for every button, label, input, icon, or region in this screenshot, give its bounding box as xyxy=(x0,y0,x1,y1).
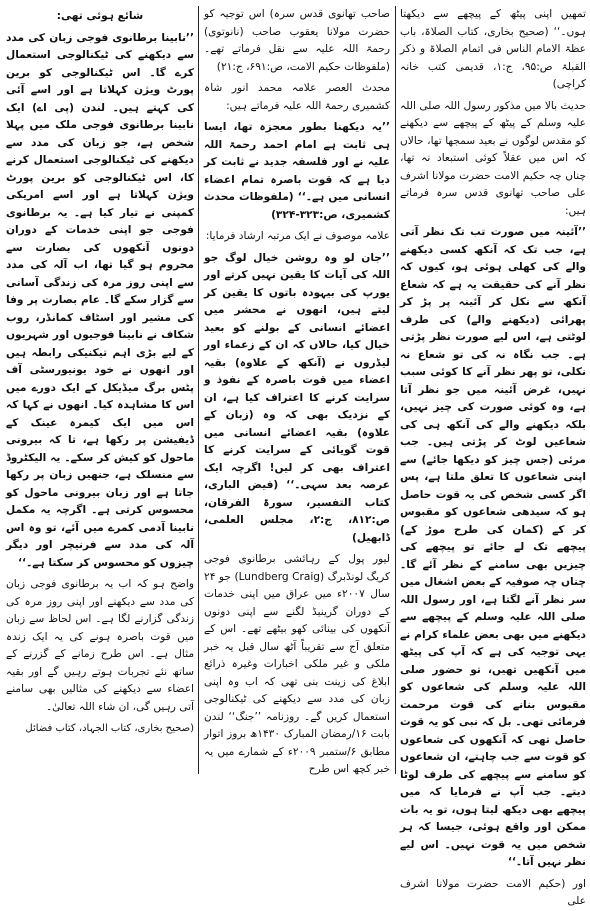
quotation: ’’جان لو وہ روشن خیال لوگ جو اللہ کی آیات کا یقین نہیں کرتے اور یورپ کی بیہودہ باتوں کا یقین کر لیتے ہیں، انھوں نے محشر میں اعضائے انسانی کے بولنے کو بعید خیال کیا، حالاں کہ ان کے زعماء اور لیڈروں نے (آنکھ کے علاوہ) بقیہ اعضاء میں قوت باصرہ کے نفوذ و سرایت کرنے کا اعتراف کیا ہے، ان کے نزدیک بھی کہ وہ (زبان کے علاوہ) بقیہ اعضائے انسانی میں قوت گویائی کے سرایت کرنے کا اعتراف بھی کر لیں! اگرچہ ایک عرصہ بعد سہی۔‘‘ (فیض الباری، کتاب التفسیر، سورۃ الفرقان، ص:۸۱۲، ج:۲، مجلس العلمی، ڈابھیل) xyxy=(204,251,390,544)
reference: (صحیح بخاری، کتاب الجہاد، کتاب فضائل xyxy=(25,723,194,734)
paragraph: واضح ہو کہ اب یہ برطانوی فوجی زبان کی مدد سے دیکھنے اور اپنی روز مرہ کی زندگی گزارنے لگا ہے۔ اس لحاظ سے زبان میں قوت باصرہ ہونے کی یہ ایک زندہ مثال ہے۔ اس طرح زمانے کے گزرنے کے ساتھ نئے تجربات ہوتے رہیں گے اور بقیہ اعضاء سے دیکھنے کی مثالیں بھی سامنے آتی رہیں گی، ان شاء اللہ تعالیٰ۔ xyxy=(6,578,194,713)
paragraph: حدیث بالا میں مذکور رسول اللہ صلی اللہ علیہ وسلم کے پیٹھ کے پیچھے سے دیکھنے کو مقدس لوگوں نے بعید سمجھا تھا، حالاں کہ اس میں عقلاً کوئی استبعاد نہ تھا، چناں چہ حکیم الامت حضرت مولانا اشرف علی صاحب تھانوی قدس سرہ فرماتے ہیں: xyxy=(400,99,586,217)
paragraph: محدث العصر علامہ محمد انور شاہ کشمیری رحمۃ اللہ علیہ فرماتے ہیں: xyxy=(204,82,390,112)
column-divider xyxy=(198,6,199,774)
paragraph: لیور پول کے رہائشی برطانوی فوجی کریگ لونڈبرگ (Lundberg Craig) جو ۲۴ سال ۲۰۰۷ء میں عراق میں اپنی خدمات کے دوران گرینیڈ لگنے سے اپنی دونوں آنکھوں کی بینائی کھو بیٹھے تھے۔ اس کے متعلق آج سے تقریباً آٹھ سال قبل یہ خبر ملکی و غیر ملکی اخبارات وغیرہ ذرائع ابلاغ کی زینت بنی تھی کہ اب وہ اپنی زبان کی مدد سے دیکھنے کی ٹیکنالوجی استعمال کریں گے۔ روزنامہ ’’جنگ‘‘ لندن بابت ۱۶/رمضان المبارک ۱۴۳۰ھ بروز اتوار مطابق ۶/ستمبر ۲۰۰۹ء کے شمارے میں یہ خبر کچھ اس طرح xyxy=(204,553,391,775)
left-column xyxy=(6,6,194,774)
paragraph: اور (حکیم الامت حضرت مولانا اشرف علی xyxy=(400,877,586,907)
section-heading: شائع ہوئی تھی: xyxy=(56,10,144,22)
quotation: ’’نابینا برطانوی فوجی زبان کی مدد سے دیکھنے کی ٹیکنالوجی استعمال کرے گا۔ اس ٹیکنالوجی کو برین پورٹ ویژن کہلاتا ہے اور اسے آئی کی کہتے ہیں۔ لندن (پی اے) ایک نابینا برطانوی فوجی ملک میں پہلا شخص ہے، جو زبان کی مدد سے دیکھنے کی ٹیکنالوجی استعمال کرنے کا، اس ٹیکنالوجی کو برین پورٹ ویژن کہلاتا ہے اور اسے امریکی کمپنی نے تیار کیا ہے۔ یہ برطانوی فوجی جو اپنی خدمات کے دوران دونوں آنکھوں کی بصارت سے محروم ہو گیا تھا، اب آلہ کی مدد سے اپنی روز مرہ کی زندگی آسانی سے گزار سکے گا۔ عام بصارت پر وفا کی مشیر اور اسٹاف کمانڈر، روب شکاف نے نابینا فوجیوں اور شہریوں کے لیے بڑی اہم تیکنیکی رابطہ ہیں اور انھوں نے خود یونیورسٹی آف پٹس برگ میڈیکل کے ایک دورے میں اس کا مشاہدہ کیا۔ انھوں نے کہا کہ اس میں ایک کیمرہ عینک کے ڈیفیشن پر رکھا ہے، تا کہ بیرونی ماحول کو کیش کر سکے۔ یہ الیکٹروڈ سے منسلک ہے، جنھیں زبان پر رکھا جاتا ہے اور زبان بیرونی ماحول کو محسوس کرتی ہے۔ اگرچہ یہ مکمل نابینا آدمی کمرے میں آئے، تو وہ اس آلہ کی مدد سے فرنیچر اور دیگر چیزوں کو محسوس کر سکتا ہے۔‘‘ xyxy=(6,31,194,569)
column-divider xyxy=(395,6,396,774)
quotation: ’’یہ دیکھنا بطور معجزہ تھا، ایسا ہی ثابت ہے امام احمد رحمۃ اللہ علیہ نے اور فلسفہ جدید نے ثابت کر دیا ہے کہ قوت باصرہ تمام اعضاء انسانی میں ہے۔‘‘ (ملفوظات محدث کشمیری، ص:۳۲۳-۳۲۴) xyxy=(204,121,390,221)
right-column xyxy=(400,6,586,907)
middle-column xyxy=(204,6,390,774)
paragraph: علامہ موصوف نے ایک مرتبہ ارشاد فرمایا: xyxy=(205,230,390,242)
paragraph: صاحب تھانوی قدس سرہ) اس توجیہ کو حضرت مولانا یعقوب صاحب (نانوتوی) رحمۃ اللہ علیہ سے نقل فرماتے تھے۔ (ملفوظات حکیم الامت، ص:۶۹۱، ج:۲۱) xyxy=(204,8,390,73)
paragraph: تمھیں اپنی پیٹھ کے پیچھے سے دیکھتا ہوں۔‘‘ (صحیح بخاری، کتاب الصلاۃ، باب عظۃ الامام الناس فی اتمام الصلاۃ و ذکر القبلۃ ص:۹۵، ج:۱، قدیمی کتب خانہ کراچی) xyxy=(400,8,586,90)
quotation: ’’آئینہ میں صورت تب تک نظر آتی ہے، جب تک کہ آنکھ کسی دیکھنے والے کی کھلی ہوئی ہو، کیوں کہ نظر آنے کی حقیقت یہ ہے کہ شعاع آنکھ سے نکل کر آئینہ پر پڑ کر پھرائی (دیکھنے والے) کی طرف لوٹتی ہے، اس لیے صورت نظر پڑتی ہے۔ جب نگاہ نہ کی تو شعاع نہ نکلی، تو پھر نظر آنے کا کوئی سبب نہیں، غرض آئینہ میں جو نظر آتا ہے، وہ کوئی صورت کی چیز نہیں، بلکہ دیکھنے والے کی آنکھ ہی کی شعاعیں لوٹ کر پڑتی ہیں۔ جب مرئی (جس چیز کو دیکھا جائے) سے اپنی شعاعوں کا تعلق ملتا ہے، پس اگر کسی شخص کی یہ قوت حاصل ہو کہ سیدھی شعاعوں کو مقبوس کر کے (کمان کی طرح موڑ کے) پیچھے تک لے جائے تو پیچھے کی چیزیں بھی سامنے کے نظر آئے گا۔ چناں چہ صوفیہ کے بعض اشغال میں سر نظر آنے لگتا ہے، اور رسول اللہ صلی اللہ علیہ وسلم کے پیچھے سے دیکھنے میں بھی بعض علماء کرام نے یہی توجیہ کی ہے کہ آپ کی پیٹھ میں آنکھیں تھیں، تو حضور صلی اللہ علیہ وسلم کی شعاعوں کو مقبوس بنانے کی قوت مرحمت فرمائی تھی۔ بل کہ نبی کو یہ قوت حاصل تھی کہ آنکھوں کی شعاعوں کو قوت سے جب چاہتے، ان شعاعوں کو سامنے سے پیچھے کی طرف لوٹا دیتے۔ جب آپ نے فرمایا کہ میں پیچھے بھی دیکھ لیتا ہوں، تو یہ بات ممکن اور واقع ہوئی، جیسا کہ ہر شخص میں یہ قوت نہیں۔ اس لیے نظر نہیں آتا۔‘‘ xyxy=(400,226,586,868)
